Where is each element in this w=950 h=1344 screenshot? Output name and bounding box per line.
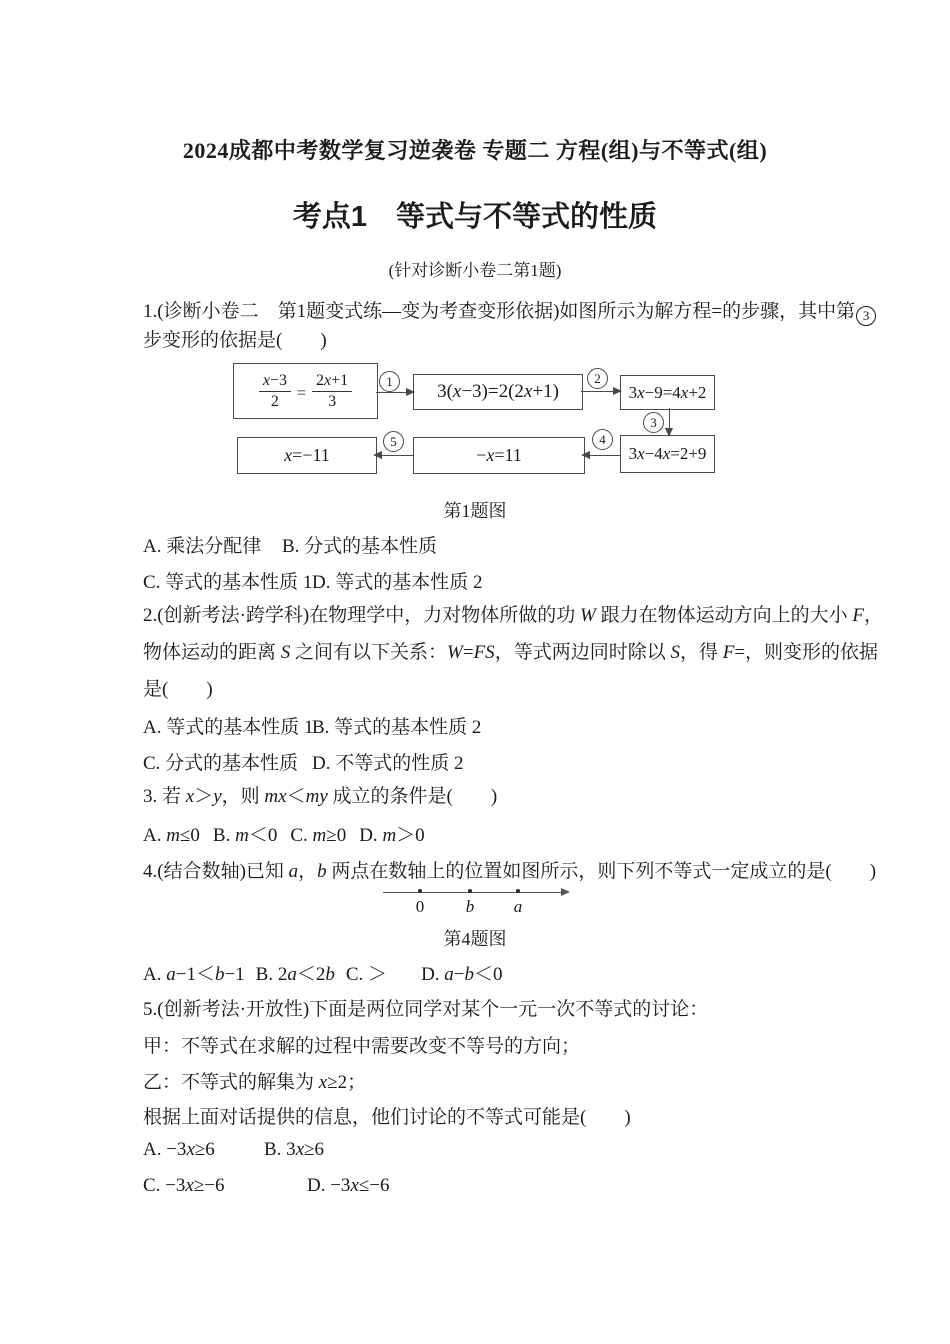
arrow-down-step3-icon: [669, 408, 670, 435]
q1-line1-text: 1.(诊断小卷二 第1题变式练—变为考查变形依据)如图所示为解方程=的步骤，其中第: [143, 301, 856, 322]
number-line-dot-b: [468, 889, 472, 893]
q2-line3: 是( ): [143, 679, 213, 700]
arrow-right-step2-icon: [581, 391, 620, 392]
flow-box-step3-result: 3 x −4 x =2+9: [620, 435, 715, 473]
fraction-left: [259, 372, 291, 410]
q4-options-row: [143, 963, 503, 987]
flow-box-step2-result: 3 x −9=4 x +2: [620, 375, 715, 410]
step-circle-4: 4: [592, 429, 613, 450]
q5-speaker-yi: 乙：不等式的解集为 x≥2；: [143, 1072, 367, 1093]
step-circle-3: 3: [643, 412, 664, 433]
q5-conclusion: 根据上面对话提供的信息，他们讨论的不等式可能是( ): [143, 1107, 631, 1128]
q4-text: 4.(结合数轴)已知 a，b 两点在数轴上的位置如图所示，则下列不等式一定成立的是( ): [143, 861, 877, 882]
q5-options-row-ab: [143, 1138, 324, 1162]
q3-options-row: [143, 824, 425, 848]
q5-options-row-cd: [143, 1174, 390, 1198]
flow-box-step4-result: − x =11: [413, 437, 585, 474]
number-line-label-b: b: [465, 897, 475, 916]
q2-options-row-ab: [143, 716, 481, 740]
fraction-right-numerator: 2x+1: [312, 372, 352, 392]
q1-line1: [143, 300, 876, 326]
step-circle-1: 1: [379, 371, 400, 392]
q2-line1: 2.(创新考法·跨学科)在物理学中，力对物体所做的功 W 跟力在物体运动方向上的大小 F，: [143, 605, 883, 626]
q4-option-d: D. a−b＜0: [421, 964, 503, 985]
q5-option-d: D. −3x≤−6: [307, 1175, 390, 1196]
q4-option-b: B. 2a＜2b: [255, 964, 335, 985]
step-circle-5: 5: [383, 431, 404, 452]
q2-option-b: B. 等式的基本性质 2: [312, 717, 482, 738]
flow-box-original-equation: [233, 363, 378, 419]
q3-text: 3. 若 x＞y，则 mx＜my 成立的条件是( ): [143, 786, 498, 807]
q1-line2: 步变形的依据是( ): [143, 330, 327, 351]
subtitle: (针对诊断小卷二第1题): [388, 261, 562, 280]
number-line-axis: [383, 892, 561, 893]
arrow-left-step5-icon: [375, 455, 413, 456]
fraction-right: [312, 372, 352, 410]
fraction-left-denominator: 2: [270, 392, 279, 410]
q2-options-row-cd: [143, 752, 463, 776]
arrow-right-step1-icon: [376, 392, 413, 393]
arrow-left-step4-icon: [583, 455, 620, 456]
q3-option-b: B. m＜0: [212, 825, 278, 846]
step-circle-2: 2: [587, 368, 608, 389]
q3-option-d: D. m＞0: [359, 825, 425, 846]
q1-option-c: C. 等式的基本性质 1: [143, 572, 313, 593]
q1-option-d: D. 等式的基本性质 2: [312, 572, 483, 593]
q5-option-b: B. 3x≥6: [264, 1139, 325, 1160]
flow-box-step1-result: 3( x −3)=2(2 x +1): [413, 374, 583, 410]
section-heading: 考点1 等式与不等式的性质: [292, 201, 658, 233]
q5-option-a: A. −3x≥6: [143, 1139, 215, 1160]
q4-option-c: C. ＞: [345, 964, 388, 985]
number-line-dot-0: [418, 889, 422, 893]
flow-box-step5-result: x =−11: [237, 437, 377, 474]
q1-option-b: B. 分式的基本性质: [282, 536, 438, 557]
q4-option-a: A. a−1＜b−1: [143, 964, 245, 985]
q2-line2: 物体运动的距离 S 之间有以下关系：W=FS，等式两边同时除以 S，得 F=，则变形的依据: [143, 642, 879, 663]
q5-text: 5.(创新考法·开放性)下面是两位同学对某个一元一次不等式的讨论：: [143, 999, 709, 1020]
q2-option-c: C. 分式的基本性质: [143, 753, 299, 774]
q2-option-a: A. 等式的基本性质 1: [143, 717, 314, 738]
circled-step-3-inline: 3: [856, 306, 876, 326]
number-line-dot-a: [516, 889, 520, 893]
q5-speaker-jia: 甲：不等式在求解的过程中需要改变不等号的方向；: [143, 1036, 581, 1057]
equals-sign: =: [296, 385, 307, 402]
q1-options-row-cd: [143, 571, 482, 595]
figure-1-caption: 第1题图: [443, 501, 507, 521]
q3-option-c: C. m≥0: [290, 825, 347, 846]
number-line-label-a: a: [513, 897, 523, 916]
q1-options-row-ab: [143, 535, 437, 559]
q3-option-a: A. m≤0: [143, 825, 200, 846]
q1-option-a: A. 乘法分配律: [143, 536, 262, 557]
fraction-left-numerator: x−3: [259, 372, 291, 392]
number-line-label-0: 0: [415, 897, 425, 916]
fraction-right-denominator: 3: [328, 392, 337, 410]
q5-option-c: C. −3x≥−6: [143, 1175, 225, 1196]
doc-title: 2024成都中考数学复习逆袭卷 专题二 方程(组)与不等式(组): [182, 138, 768, 163]
q2-option-d: D. 不等式的性质 2: [312, 753, 464, 774]
figure-4-caption: 第4题图: [443, 929, 507, 949]
